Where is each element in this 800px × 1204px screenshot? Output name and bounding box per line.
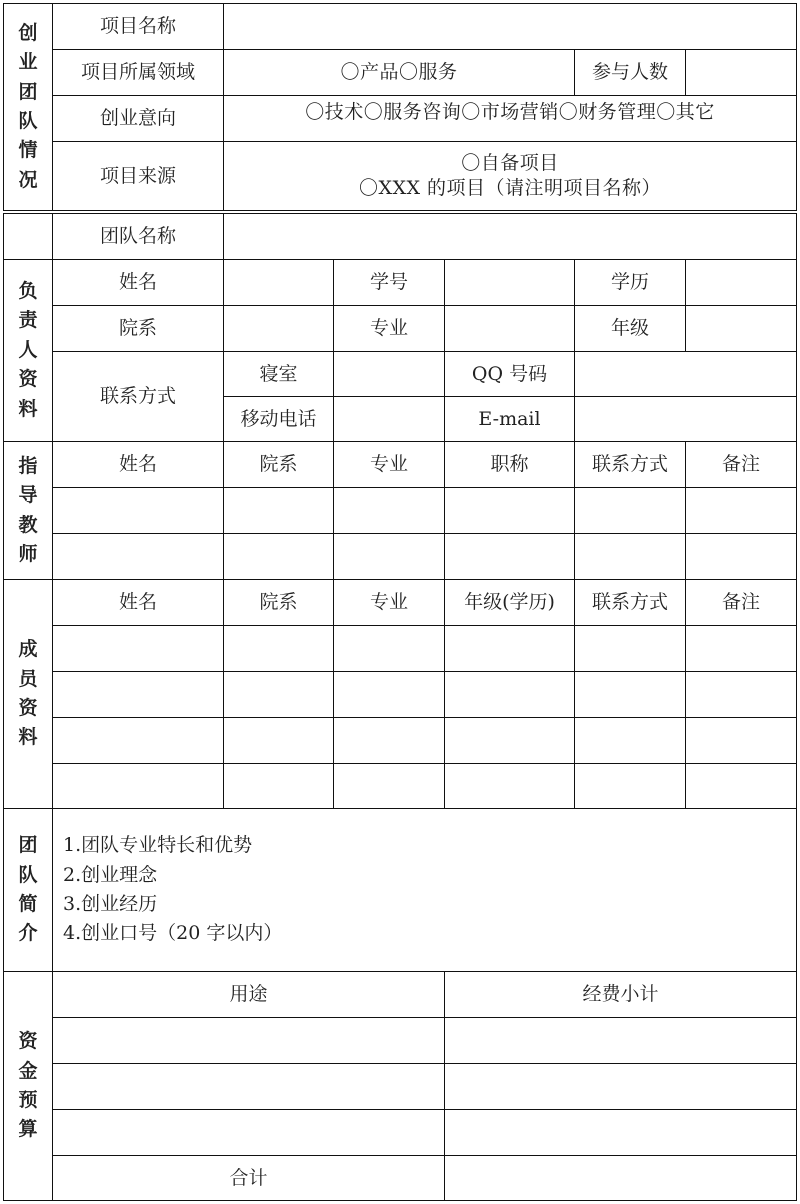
side-char: 预 [18,1089,38,1111]
leader-mobile-label: 移动电话 [223,396,334,442]
intro-side-title [3,808,53,972]
members-row-1-remarks[interactable] [685,625,797,672]
side-char: 队 [18,863,38,886]
side-char: 料 [18,726,38,749]
side-char: 师 [18,542,38,565]
members-header-grade: 年级(学历) [444,579,575,626]
members-row-4-name[interactable] [52,763,224,809]
members-row-1-name[interactable] [52,625,224,672]
team-name-label: 团队名称 [52,213,224,260]
leader-student-id-field[interactable] [444,259,575,306]
leader-department-field[interactable] [223,305,334,352]
budget-row-2-subtotal[interactable] [444,1063,797,1110]
advisor-row-1-department[interactable] [223,487,334,534]
leader-grade-field[interactable] [685,305,797,352]
members-side-title [3,579,53,809]
participants-field[interactable] [685,49,797,96]
side-char: 金 [18,1059,38,1082]
side-char: 资 [18,1030,38,1053]
members-row-2-remarks[interactable] [685,671,797,718]
intro-item-strengths: 1.团队专业特长和优势 [63,834,253,857]
leader-email-label: E-mail [444,396,575,442]
side-char: 负 [18,279,38,302]
side-char: 业 [18,51,38,74]
project-name-field[interactable] [223,3,797,50]
budget-row-3-usage[interactable] [52,1109,445,1156]
members-row-3-contact[interactable] [574,717,686,764]
leader-major-label: 专业 [333,305,445,352]
side-char: 创 [18,21,38,44]
side-char: 指 [18,454,38,477]
side-char: 人 [18,338,38,361]
intro-content-area[interactable] [52,808,797,972]
field-label: 项目所属领域 [52,49,224,96]
advisor-row-1-major[interactable] [333,487,445,534]
intent-options[interactable]: 〇技术〇服务咨询〇市场营销〇财务管理〇其它 [223,95,797,142]
members-row-2-department[interactable] [223,671,334,718]
side-char: 教 [18,513,38,536]
advisor-row-1-remarks[interactable] [685,487,797,534]
leader-grade-label: 年级 [574,305,686,352]
leader-name-label: 姓名 [52,259,224,306]
leader-student-id-label: 学号 [333,259,445,306]
leader-department-label: 院系 [52,305,224,352]
team-name-field[interactable] [223,213,797,260]
source-option-other[interactable]: 〇XXX 的项目（请注明项目名称） [358,177,662,199]
leader-qq-field[interactable] [574,351,797,397]
members-row-2-name[interactable] [52,671,224,718]
project-name-label: 项目名称 [52,3,224,50]
side-char: 导 [18,484,38,507]
members-header-name: 姓名 [52,579,224,626]
side-char: 团 [18,80,38,103]
advisor-row-2-name[interactable] [52,533,224,580]
members-row-3-department[interactable] [223,717,334,764]
side-char: 况 [18,168,38,191]
team-info-side-title [3,3,53,211]
source-label: 项目来源 [52,141,224,211]
side-char: 成 [18,638,38,661]
leader-mobile-field[interactable] [333,396,445,442]
team-name-spacer [3,213,53,260]
side-char: 资 [18,368,38,391]
members-row-2-grade[interactable] [444,671,575,718]
side-char: 算 [18,1118,38,1141]
members-header-contact: 联系方式 [574,579,686,626]
intro-item-slogan: 4.创业口号（20 字以内） [63,922,283,945]
members-header-remarks: 备注 [685,579,797,626]
members-row-3-name[interactable] [52,717,224,764]
members-row-4-major[interactable] [333,763,445,809]
advisor-header-name: 姓名 [52,441,224,488]
intro-list [63,831,282,949]
members-row-3-remarks[interactable] [685,717,797,764]
source-option-own[interactable]: 〇自备项目 [461,152,559,175]
side-char: 责 [18,309,38,332]
side-char: 队 [18,110,38,132]
members-row-1-department[interactable] [223,625,334,672]
leader-education-field[interactable] [685,259,797,306]
members-row-2-contact[interactable] [574,671,686,718]
advisor-row-1-title[interactable] [444,487,575,534]
intent-label: 创业意向 [52,95,224,142]
budget-row-2-usage[interactable] [52,1063,445,1110]
budget-total-label: 合计 [52,1155,445,1201]
advisor-row-2-major[interactable] [333,533,445,580]
participants-label: 参与人数 [574,49,686,96]
advisor-row-2-title[interactable] [444,533,575,580]
members-row-4-grade[interactable] [444,763,575,809]
members-row-3-major[interactable] [333,717,445,764]
field-options[interactable]: 〇产品〇服务 [223,49,575,96]
side-char: 料 [18,397,38,420]
advisor-row-1-contact[interactable] [574,487,686,534]
leader-major-field[interactable] [444,305,575,352]
leader-dorm-field[interactable] [333,351,445,397]
side-char: 团 [18,834,38,857]
leader-contact-label: 联系方式 [52,351,224,442]
source-options[interactable] [223,141,797,211]
members-row-4-department[interactable] [223,763,334,809]
leader-education-label: 学历 [574,259,686,306]
side-char: 情 [18,139,38,162]
members-row-1-contact[interactable] [574,625,686,672]
advisor-row-1-name[interactable] [52,487,224,534]
members-header-department: 院系 [223,579,334,626]
advisor-header-department: 院系 [223,441,334,488]
budget-row-3-subtotal[interactable] [444,1109,797,1156]
members-row-4-remarks[interactable] [685,763,797,809]
advisor-header-title: 职称 [444,441,575,488]
members-row-1-grade[interactable] [444,625,575,672]
members-row-3-grade[interactable] [444,717,575,764]
members-header-major: 专业 [333,579,445,626]
advisor-header-remarks: 备注 [685,441,797,488]
budget-header-subtotal: 经费小计 [444,971,797,1018]
budget-total-value[interactable] [444,1155,797,1201]
side-char: 简 [18,893,38,915]
budget-row-1-usage[interactable] [52,1017,445,1064]
advisor-row-2-remarks[interactable] [685,533,797,580]
intro-item-philosophy: 2.创业理念 [63,863,158,886]
members-row-1-major[interactable] [333,625,445,672]
advisor-header-major: 专业 [333,441,445,488]
leader-name-field[interactable] [223,259,334,306]
leader-qq-label: QQ 号码 [444,351,575,397]
advisor-side-title [3,441,53,580]
advisor-row-2-contact[interactable] [574,533,686,580]
budget-row-1-subtotal[interactable] [444,1017,797,1064]
side-char: 员 [18,667,38,690]
intro-item-experience: 3.创业经历 [63,893,158,915]
advisor-header-contact: 联系方式 [574,441,686,488]
members-row-4-contact[interactable] [574,763,686,809]
advisor-row-2-department[interactable] [223,533,334,580]
side-char: 资 [18,697,38,719]
budget-side-title [3,971,53,1201]
leader-side-title [3,259,53,442]
side-char: 介 [18,922,38,945]
members-row-2-major[interactable] [333,671,445,718]
leader-email-field[interactable] [574,396,797,442]
budget-header-usage: 用途 [52,971,445,1018]
leader-dorm-label: 寝室 [223,351,334,397]
